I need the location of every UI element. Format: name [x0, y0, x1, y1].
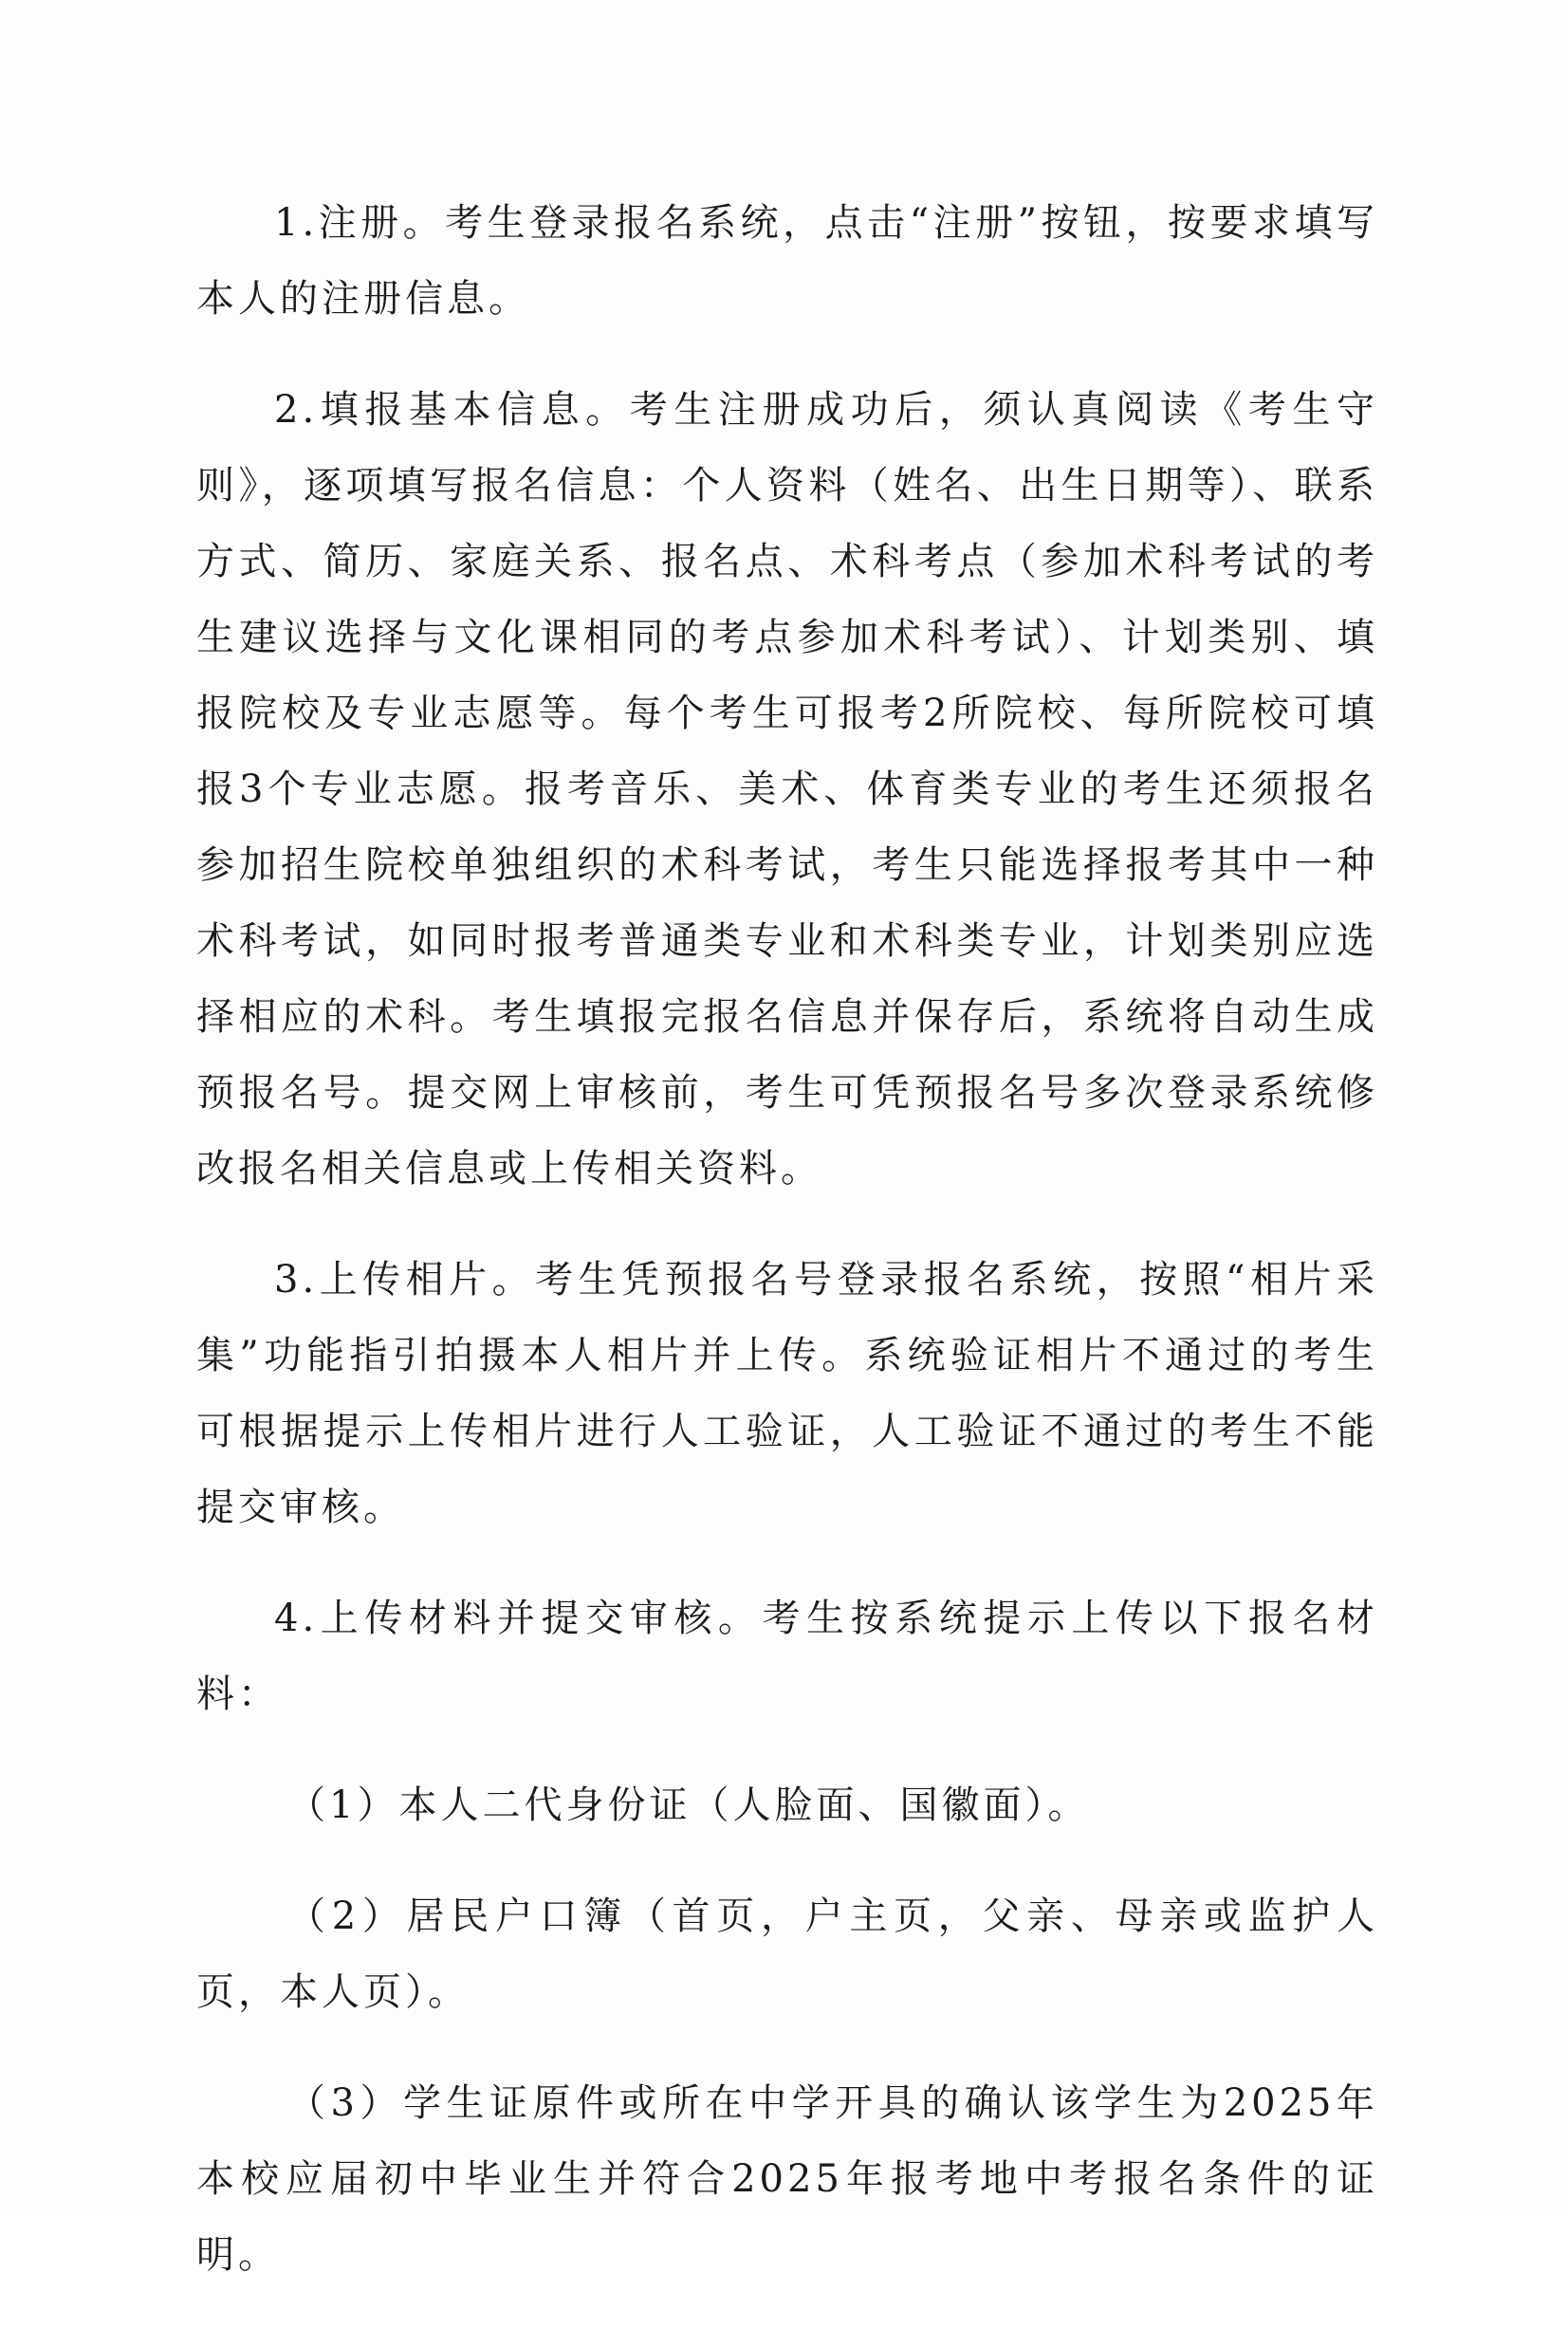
paragraph-register: 1.注册。考生登录报名系统，点击“注册”按钮，按要求填写本人的注册信息。 [196, 201, 1378, 321]
list-item-household-register: （2）居民户口簿（首页，户主页，父亲、母亲或监护人页，本人页）。 [196, 1894, 1378, 2014]
document-body [196, 185, 1378, 2328]
list-item-id-card: （1）本人二代身份证（人脸面、国徽面）。 [287, 1783, 1090, 1827]
paragraph-upload-materials: 4.上传材料并提交审核。考生按系统提示上传以下报名材料： [196, 1597, 1378, 1716]
list-item-student-certificate: （3）学生证原件或所在中学开具的确认该学生为2025年本校应届初中毕业生并符合2025年报考地中考报名条件的证明。 [196, 2081, 1378, 2277]
paragraph-basic-info: 2.填报基本信息。考生注册成功后，须认真阅读《考生守则》，逐项填写报名信息：个人资料（姓名、出生日期等）、联系方式、简历、家庭关系、报名点、术科考点（参加术科考试的考生建议选择与文化课相同的考点参加术科考试）、计划类别、填报院校及专业志愿等。每个考生可报考2所院校、每所院校可填报3个专业志愿。报考音乐、美术、体育类专业的考生还须报名参加招生院校单独组织的术科考试，考生只能选择报考其中一种术科考试，如同时报考普通类专业和术科类专业，计划类别应选择相应的术科。考生填报完报名信息并保存后，系统将自动生成预报名号。提交网上审核前，考生可凭预报名号多次登录系统修改报名相关信息或上传相关资料。 [196, 388, 1378, 1191]
paragraph-upload-photo: 3.上传相片。考生凭预报名号登录报名系统，按照“相片采集”功能指引拍摄本人相片并上传。系统验证相片不通过的考生可根据提示上传相片进行人工验证，人工验证不通过的考生不能提交审核。 [196, 1258, 1378, 1529]
